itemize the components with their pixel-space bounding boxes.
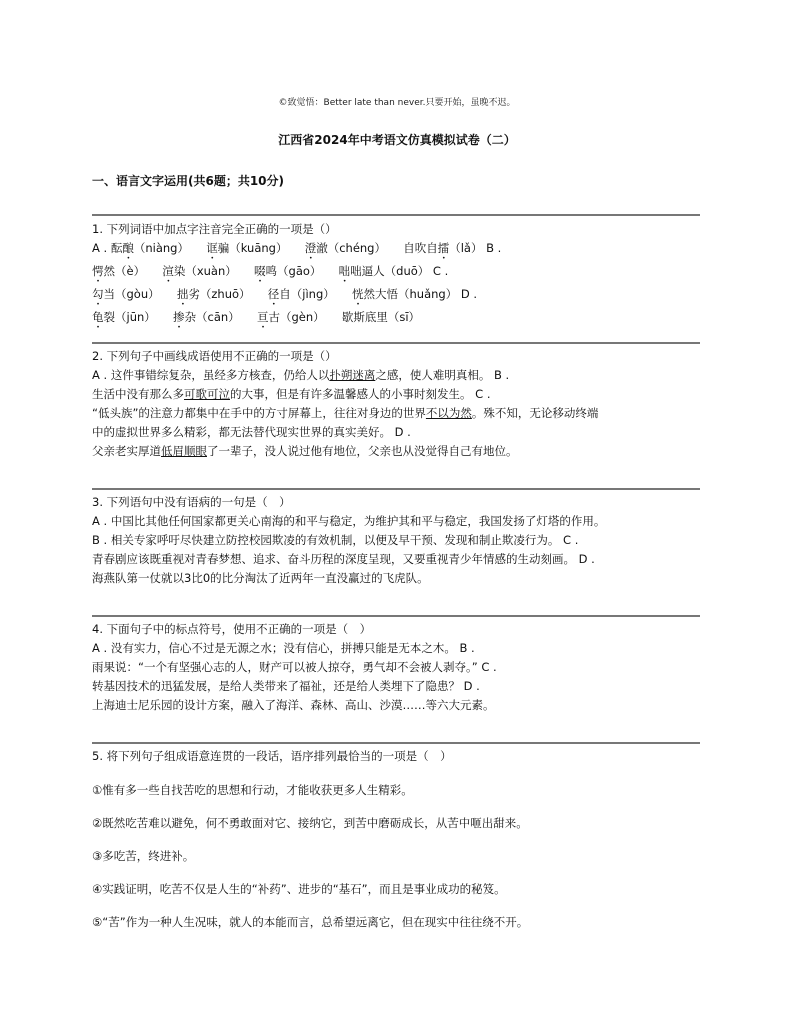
option-line: A . 没有实力，信心不过是无源之水；没有信心，拼搏只能是无本之木。 B .	[92, 641, 475, 655]
option-line	[92, 239, 704, 262]
text-run: 父亲老实厚道	[92, 444, 161, 458]
dotted-char: 勾	[92, 287, 104, 301]
option-line: 上海迪士尼乐园的设计方案，融入了海洋、森林、高山、沙漠……等六大元素。	[92, 698, 495, 712]
header-motto: ©致觉悟：Better late than never.只要开始，虽晚不迟。	[278, 98, 516, 108]
dotted-char: 愕	[92, 264, 104, 278]
dotted-char: 径	[267, 287, 280, 301]
text-run: 生活中没有那么多	[92, 387, 184, 401]
question-stem: 5. 将下列句子组成语意连贯的一段话，语序排列最恰当的一项是（ ）	[92, 749, 452, 763]
dotted-char: 啜	[254, 264, 266, 278]
text-run: 然（è）	[103, 264, 163, 278]
text-run: （lǎ） B .	[449, 241, 502, 255]
dotted-char: 拙	[176, 287, 189, 301]
text-run: 染（xuàn）	[173, 264, 255, 278]
text-run: 自（jìng）	[279, 287, 353, 301]
option-line	[92, 262, 704, 285]
dotted-char: 恍	[352, 287, 364, 301]
text-run: 杂（cān）	[184, 310, 257, 324]
question-stem: 2. 下列句子中画线成语使用不正确的一项是（）	[92, 349, 337, 363]
dotted-char: 亘	[256, 310, 269, 324]
underlined-idiom: 不以为然	[425, 406, 472, 420]
option-line: 转基因技术的迅猛发展，是给人类带来了福祉，还是给人类埋下了隐患？ D .	[92, 679, 480, 693]
divider-q4	[92, 615, 700, 617]
dotted-char: 龟	[92, 310, 104, 324]
dotted-char: 酿	[122, 241, 134, 255]
dotted-char: 澄	[304, 241, 317, 255]
text-run: 。殊不知，无论移动终端	[471, 406, 599, 420]
option-line: 青春剧应该既重视对青春梦想、追求、奋斗历程的深度呈现，又要重视青少年情感的生动刻画。 D .	[92, 552, 595, 566]
sentence-4: ④实践证明，吃苦不仅是人生的“补药”、进步的“基石”，而且是事业成功的秘笈。	[92, 882, 506, 896]
divider-q2	[92, 342, 700, 344]
text-run: 之感，使人难明真相。 B .	[375, 368, 510, 382]
text-run: 裂（jūn）	[103, 310, 174, 324]
question-2	[92, 347, 704, 461]
option-line	[92, 442, 704, 461]
option-line	[92, 285, 704, 308]
text-run: “低头族”的注意力都集中在手中的方寸屏幕上，往往对身边的世界	[92, 406, 426, 420]
dotted-char: 咄	[338, 264, 351, 278]
dotted-char: 渲	[162, 264, 174, 278]
sentence-1: ①惟有多一些自找苦吃的思想和行动，才能收获更多人生精彩。	[92, 783, 413, 797]
option-line	[92, 404, 704, 423]
divider-q5	[92, 742, 700, 744]
text-run: 鸣（gāo）	[265, 264, 339, 278]
question-5	[92, 747, 704, 766]
question-stem: 4. 下面句子中的标点符号，使用不正确的一项是（ ）	[92, 622, 372, 636]
option-line: B . 相关专家呼吁尽快建立防控校园欺凌的有效机制，以便及早干预、发现和制止欺凌行为。 C .	[92, 533, 579, 547]
underlined-idiom: 可歌可泣	[184, 387, 230, 401]
text-run: 了一辈子，没人说过他有地位，父亲也从没觉得自己有地位。	[207, 444, 518, 458]
sentence-5: ⑤“苦”作为一种人生况味，就人的本能而言，总希望远离它，但在现实中往往绕不开。	[92, 915, 529, 929]
underlined-idiom: 低眉顺眼	[161, 444, 207, 458]
text-run: 澈（chéng） 自吹自	[316, 241, 438, 255]
option-line: A . 中国比其他任何国家都更关心南海的和平与稳定，为维护其和平与稳定，我国发扬了灯塔的作用。	[92, 514, 606, 528]
sentence-2: ②既然吃苦难以避免，何不勇敢面对它、接纳它，到苦中磨砺成长，从苦中咂出甜来。	[92, 816, 528, 830]
question-5-sentences	[92, 774, 704, 939]
divider-q1	[92, 214, 700, 216]
option-line	[92, 308, 704, 331]
text-run: 骗（kuāng）	[217, 241, 305, 255]
underlined-idiom: 扑朔迷离	[329, 368, 376, 382]
divider-q3	[92, 488, 700, 490]
text-run: 当（gòu）	[103, 287, 177, 301]
question-stem: 1. 下列词语中加点字注音完全正确的一项是（）	[92, 222, 337, 236]
question-3	[92, 493, 704, 588]
option-line: 中的虚拟世界多么精彩，都无法替代现实世界的真实美好。 D .	[92, 425, 411, 439]
text-run: 然大悟（huǎng） D .	[363, 287, 478, 301]
dotted-char: 擂	[437, 241, 450, 255]
text-run: 的大事，但是有许多温馨感人的小事时刻发生。 C .	[230, 387, 491, 401]
text-run: 古（gèn） 歇斯底里（sī）	[268, 310, 421, 324]
sentence-3: ③多吃苦，终进补。	[92, 849, 195, 863]
text-run: 咄逼人（duō） C .	[350, 264, 449, 278]
dotted-char: 掺	[173, 310, 185, 324]
option-line: 雨果说：“一个有坚强心志的人，财产可以被人掠夺，勇气却不会被人剥夺。” C .	[92, 660, 497, 674]
question-1	[92, 220, 704, 331]
text-run: （niàng）	[133, 241, 207, 255]
text-run: A . 酝	[92, 241, 123, 255]
option-line	[92, 366, 704, 385]
question-4	[92, 620, 704, 715]
question-stem: 3. 下列语句中没有语病的一句是（ ）	[92, 495, 291, 509]
section-heading: 一、语言文字运用(共6题；共10分)	[92, 174, 285, 188]
exam-title: 江西省2024年中考语文仿真模拟试卷（二）	[278, 133, 516, 147]
option-line: 海燕队第一仗就以3比0的比分淘汰了近两年一直没赢过的飞虎队。	[92, 571, 429, 585]
text-run: A . 这件事错综复杂，虽经多方核查，仍给人以	[92, 368, 330, 382]
option-line	[92, 385, 704, 404]
text-run: 劣（zhuō）	[188, 287, 268, 301]
dotted-char: 诓	[206, 241, 218, 255]
